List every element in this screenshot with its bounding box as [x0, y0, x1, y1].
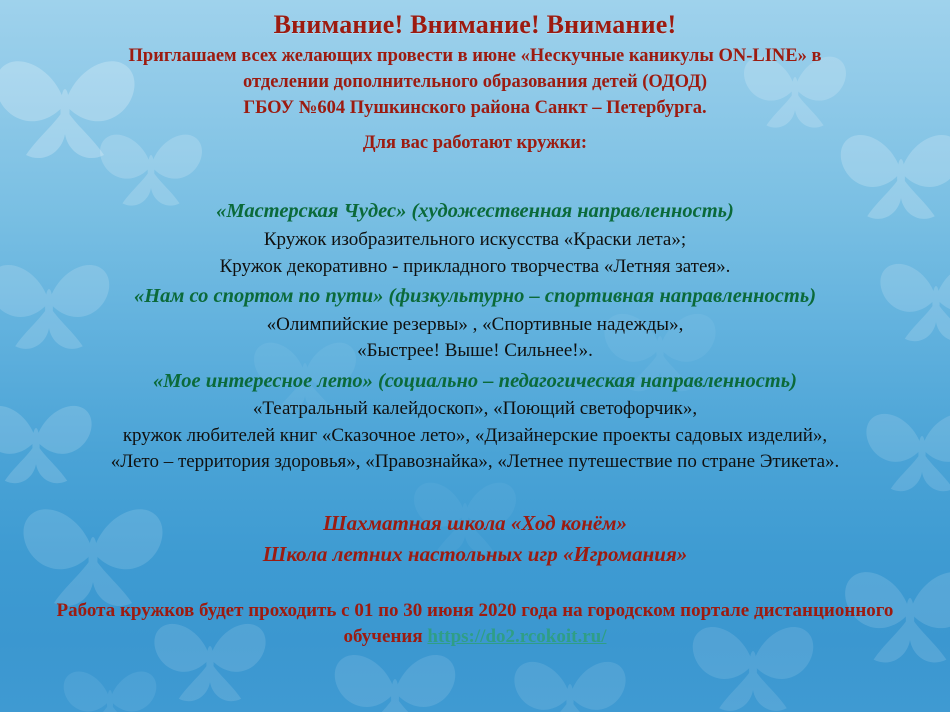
- clubs-section-line: Кружок декоративно - прикладного творчества «Летняя затея».: [219, 255, 731, 277]
- clubs-section-line: Кружок изобразительного искусства «Краски лета»;: [263, 229, 687, 251]
- clubs-section-line: «Олимпийские резервы» , «Спортивные надежды»,: [266, 313, 684, 335]
- schools-block: [16, 509, 934, 568]
- clubs-section-line: «Быстрее! Выше! Сильнее!».: [357, 340, 593, 362]
- intro-line-2: отделении дополнительного образования детей (ОДОД): [243, 71, 707, 92]
- clubs-section: [16, 198, 934, 279]
- intro-line-3: ГБОУ №604 Пушкинского района Санкт – Петербурга.: [243, 98, 707, 119]
- intro-line-1: Приглашаем всех желающих провести в июне «Нескучные каникулы ON-LINE» в: [128, 45, 822, 66]
- clubs-section-line: «Лето – территория здоровья», «Правознайка», «Летнее путешествие по стране Этикета».: [110, 451, 840, 473]
- clubs-section-line: кружок любителей книг «Сказочное лето», «Дизайнерские проекты садовых изделий»,: [122, 424, 828, 446]
- chess-school-line: Шахматная школа «Ход конём»: [322, 510, 628, 535]
- clubs-section-title: «Нам со спортом по пути» (физкультурно – спортивная направленность): [133, 285, 817, 308]
- portal-link[interactable]: https://do2.rcokoit.ru/: [427, 626, 607, 648]
- intro-paragraph: [16, 43, 934, 122]
- clubs-section: [16, 283, 934, 364]
- butterfly-icon: [60, 660, 160, 712]
- butterfly-icon: [510, 648, 630, 712]
- clubs-section-title: «Мастерская Чудес» (художественная направленность): [216, 200, 734, 223]
- page-title: Внимание! Внимание! Внимание!: [273, 10, 677, 39]
- butterfly-icon: [330, 640, 460, 712]
- clubs-section-title: «Мое интересное лето» (социально – педагогическая направленность): [153, 369, 797, 392]
- footer-text: Работа кружков будет проходить с 01 по 30 июня 2020 года на городском портале дистанционного обучения: [56, 599, 894, 648]
- clubs-section-list: [16, 198, 934, 474]
- clubs-section-line: «Театральный калейдоскоп», «Поющий светофорчик»,: [252, 398, 698, 420]
- footer-note: [16, 598, 934, 650]
- clubs-section: [16, 368, 934, 475]
- intro-call-to-action: Для вас работают кружки:: [362, 133, 588, 154]
- board-games-school-line: Школа летних настольных игр «Игромания»: [262, 541, 688, 566]
